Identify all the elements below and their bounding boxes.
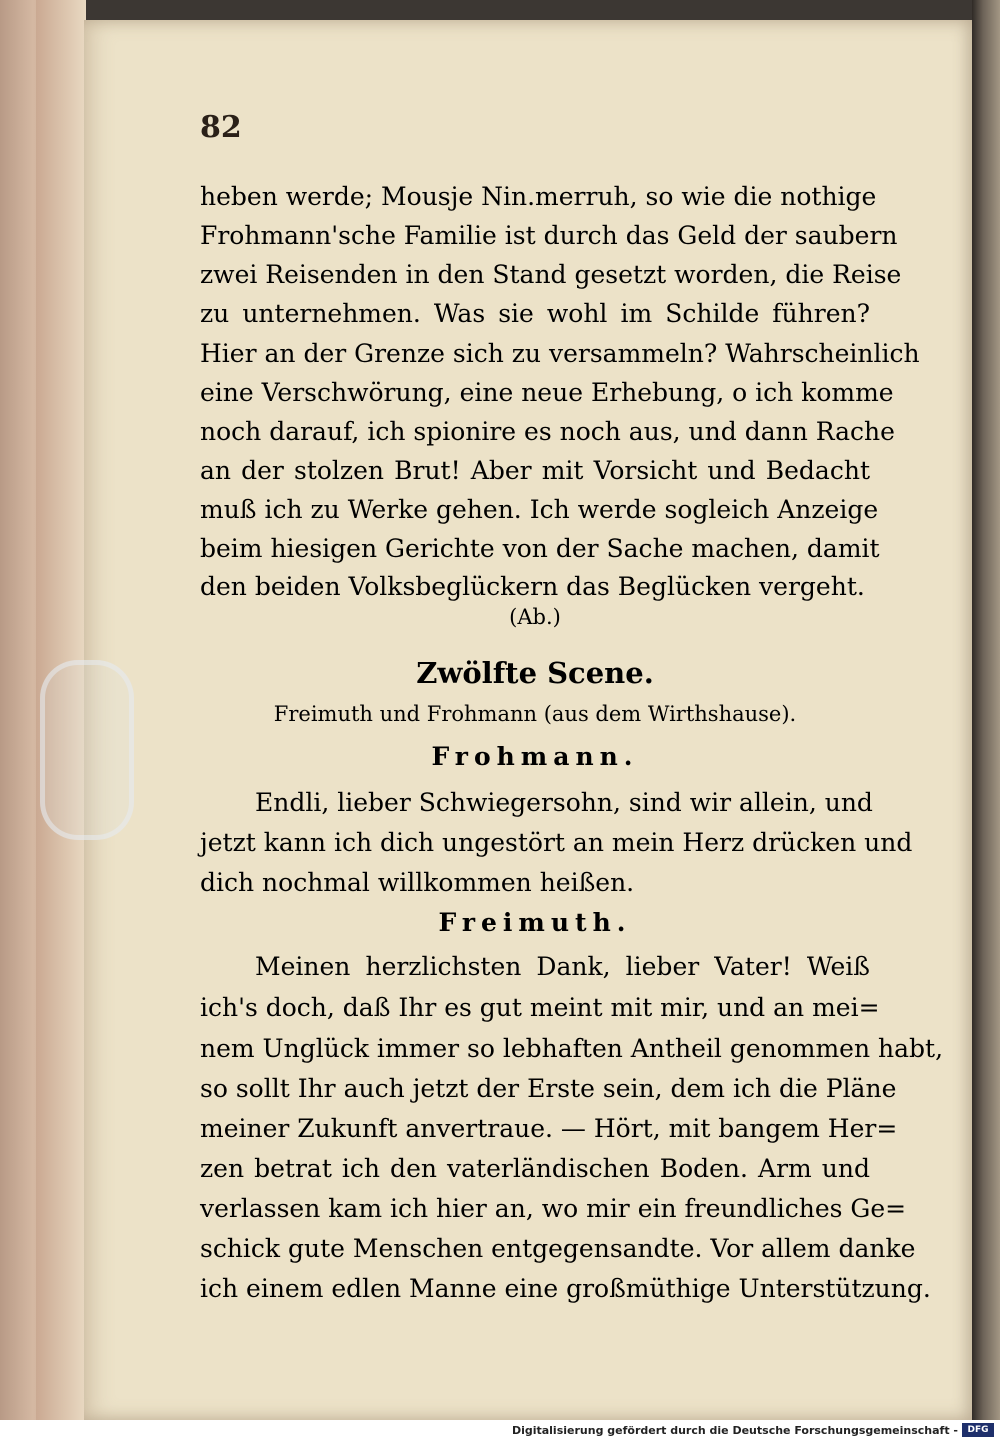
book-right-edge (972, 0, 1000, 1420)
page-clip (40, 660, 134, 840)
text-line: nem Unglück immer so lebhaften Antheil genommen habt, (200, 1034, 944, 1063)
text-line: ich einem edlen Manne eine großmüthige Unterstützung. (200, 1274, 931, 1303)
text-line: so sollt Ihr auch jetzt der Erste sein, dem ich die Pläne (200, 1074, 897, 1103)
scan-background-top (0, 0, 1000, 22)
text-line: zen betrat ich den vaterländischen Boden. Arm und (200, 1154, 870, 1183)
text-line: meiner Zukunft anvertraue. — Hört, mit bangem Her= (200, 1114, 898, 1143)
dfg-logo: DFG (962, 1423, 994, 1437)
speaker-name: Freimuth. (438, 908, 632, 937)
text-line: Endli, lieber Schwiegersohn, sind wir allein, und (255, 788, 873, 817)
scene-title: Zwölfte Scene. (416, 656, 654, 690)
text-line: zu unternehmen. Was sie wohl im Schilde führen? (200, 299, 870, 328)
text-line: dich nochmal willkommen heißen. (200, 868, 635, 897)
text-line: heben werde; Mousje Nin.merruh, so wie die nothige (200, 182, 877, 211)
footer-credit: Digitalisierung gefördert durch die Deutsche Forschungsgemeinschaft - (511, 1424, 958, 1437)
text-line: an der stolzen Brut! Aber mit Vorsicht und Bedacht (200, 456, 870, 485)
text-line: muß ich zu Werke gehen. Ich werde sogleich Anzeige (200, 495, 879, 524)
text-line: Meinen herzlichsten Dank, lieber Vater! Weiß (255, 952, 870, 981)
page-number: 82 (200, 110, 242, 145)
stage-direction: (Ab.) (509, 605, 561, 629)
scene-cast: Freimuth und Frohmann (aus dem Wirthshause). (273, 702, 797, 726)
speaker-name: Frohmann. (431, 742, 639, 771)
text-line: schick gute Menschen entgegensandte. Vor allem danke (200, 1234, 916, 1263)
text-line: den beiden Volksbeglückern das Beglücken vergeht. (200, 572, 865, 601)
text-line: eine Verschwörung, eine neue Erhebung, o ich komme (200, 378, 894, 407)
digitization-footer (0, 1420, 1000, 1441)
text-line: Hier an der Grenze sich zu versammeln? Wahrscheinlich (200, 339, 920, 368)
text-line: zwei Reisenden in den Stand gesetzt worden, die Reise (200, 260, 902, 289)
text-line: Frohmann'sche Familie ist durch das Geld der saubern (200, 221, 898, 250)
text-line: ich's doch, daß Ihr es gut meint mit mir, und an mei= (200, 993, 880, 1022)
text-line: jetzt kann ich dich ungestört an mein Herz drücken und (200, 828, 913, 857)
text-line: noch darauf, ich spionire es noch aus, und dann Rache (200, 417, 895, 446)
text-line: verlassen kam ich hier an, wo mir ein freundliches Ge= (200, 1194, 907, 1223)
text-line: beim hiesigen Gerichte von der Sache machen, damit (200, 534, 880, 563)
